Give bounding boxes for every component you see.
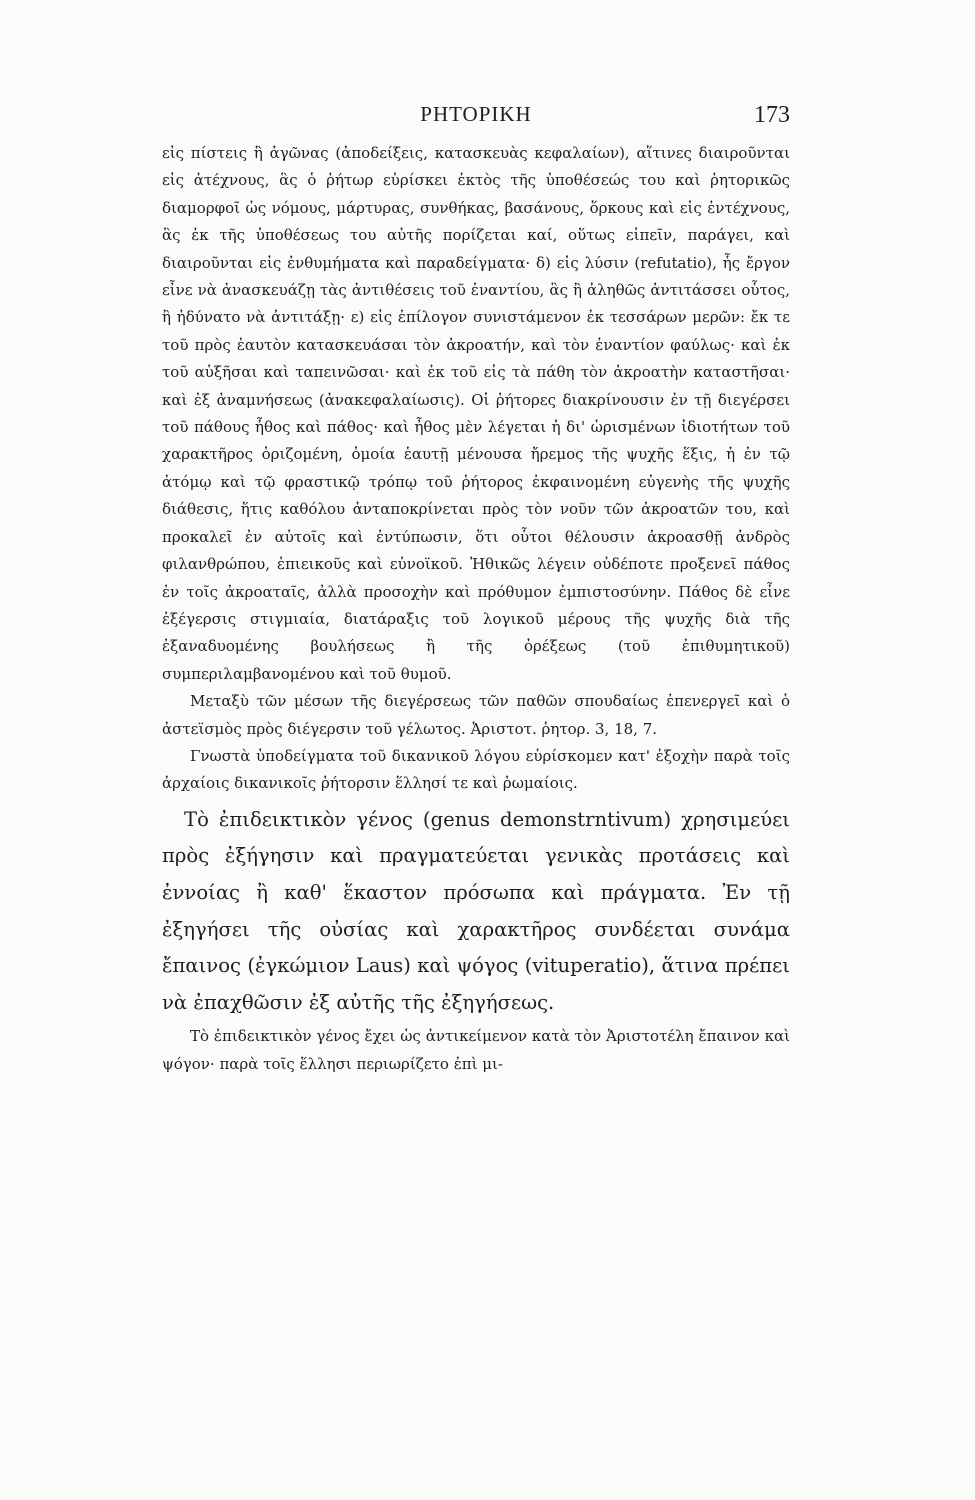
page-header (162, 102, 790, 142)
paragraph-epideictic-object: Τὸ ἐπιδεικτικὸν γένος ἔχει ὡς ἀντικείμενον κατὰ τὸν Ἀριστοτέλη ἔπαινον καὶ ψόγον· παρὰ τοῖς ἕλλησι περιωρίζετο ἐπὶ μι- (162, 1027, 790, 1073)
paragraph-rhetoric-parts: εἰς πίστεις ἢ ἀγῶνας (ἀποδείξεις, κατασκευὰς κεφαλαίων), αἵτινες διαιροῦνται εἰς ἀτέχνους, ἃς ὁ ῥήτωρ εὑρίσκει ἐκτὸς τῆς ὑποθέσεώς του καὶ ῥητορικῶς διαμορφοῖ ὡς νόμους, μάρτυρας, συνθήκας, βασάνους, ὅρκους καὶ εἰς ἐντέχνους, ἃς ἐκ τῆς ὑποθέσεως του αὐτῆς πορίζεται καί, οὕτως εἰπεῖν, παράγει, καὶ διαιροῦνται εἰς ἐνθυμήματα καὶ παραδείγματα· δ) εἰς λύσιν (refutatio), ἧς ἔργον εἶνε νὰ ἀνασκευάζῃ τὰς ἀντιθέσεις τοῦ ἐναντίου, ἃς ἢ ἀληθῶς ἀντιτάσσει οὗτος, ἢ ἠδύνατο νὰ ἀντιτάξῃ· ε) εἰς ἐπίλογον συνιστάμενον ἐκ τεσσάρων μερῶν: ἔκ τε τοῦ πρὸς ἑαυτὸν κατασκευάσαι τὸν ἀκροατήν, καὶ τὸν ἐναντίον φαύλως· καὶ ἐκ τοῦ αὐξῆσαι καὶ ταπεινῶσαι· καὶ ἐκ τοῦ εἰς τὰ πάθη τὸν ἀκροατὴν καταστῆσαι· καὶ ἐξ ἀναμνήσεως (ἀνακεφαλαίωσις). Οἱ ῥήτορες διακρίνουσιν ἐν τῇ διεγέρσει τοῦ πάθους ἦθος καὶ πάθος· καὶ ἦθος μὲν λέγεται ἡ δι' ὡρισμένων ἰδιοτήτων τοῦ χαρακτῆρος ὁριζομένη, ὁμοία ἑαυτῇ μένουσα ἤρεμος τῆς ψυχῆς ἕξις, ἡ ἐν τῷ ἀτόμῳ καὶ τῷ φραστικῷ τρόπῳ τοῦ ῥήτορος ἐκφαινομένη εὐγενὴς τῆς ψυχῆς διάθεσις, ἥτις καθόλου ἀνταποκρίνεται πρὸς τὸν νοῦν τῶν ἀκροατῶν του, καὶ προκαλεῖ ἐν αὐτοῖς καὶ ἐντύπωσιν, ὅτι οὗτοι θέλουσιν ἀκροασθῇ ἀνδρὸς φιλανθρώπου, ἐπιεικοῦς καὶ εὐνοϊκοῦ. Ἠθικῶς λέγειν οὐδέποτε προξενεῖ πάθος ἐν τοῖς ἀκροαταῖς, ἀλλὰ προσοχὴν καὶ πρόθυμον ἐμπιστοσύνην. Πάθος δὲ εἶνε ἐξέγερσις στιγμιαία, διατάραξις τοῦ λογικοῦ μέρους τῆς ψυχῆς διὰ τῆς ἐξαναδυομένης βουλήσεως ἢ τῆς ὀρέξεως (τοῦ ἐπιθυμητικοῦ) συμπεριλαμβανομένου καὶ τοῦ θυμοῦ. (162, 144, 790, 683)
paragraph-judicial-examples: Γνωστὰ ὑποδείγματα τοῦ δικανικοῦ λόγου εὑρίσκομεν κατ' ἐξοχὴν παρὰ τοῖς ἀρχαίοις δικανικοῖς ῥήτορσιν ἕλλησί τε καὶ ῥωμαίοις. (162, 746, 790, 793)
paragraph-wit: Μεταξὺ τῶν μέσων τῆς διεγέρσεως τῶν παθῶν σπουδαίως ἐπενεργεῖ καὶ ὁ ἀστεϊσμὸς πρὸς διέγερσιν τοῦ γέλωτος. Ἀριστοτ. ῥητορ. 3, 18, 7. (162, 692, 790, 738)
paragraph-epideictic-genus: Τὸ ἐπιδεικτικὸν γένος (genus demonstrntivum) χρησιμεύει πρὸς ἐξήγησιν καὶ πραγματεύεται γενικὰς προτάσεις καὶ ἐννοίας ἢ καθ' ἕκαστον πρόσωπα καὶ πράγματα. Ἐν τῇ ἐξηγήσει τῆς οὐσίας καὶ χαρακτῆρος συνδέεται συνάμα ἔπαινος (ἐγκώμιον Laus) καὶ ψόγος (vituperatio), ἅτινα πρέπει νὰ ἐπαχθῶσιν ἐξ αὐτῆς τῆς ἐξηγήσεως. (162, 807, 790, 1014)
running-title: ΡΗΤΟΡΙΚΗ (420, 102, 532, 126)
page-body (162, 140, 790, 1078)
page-number: 173 (754, 102, 790, 128)
